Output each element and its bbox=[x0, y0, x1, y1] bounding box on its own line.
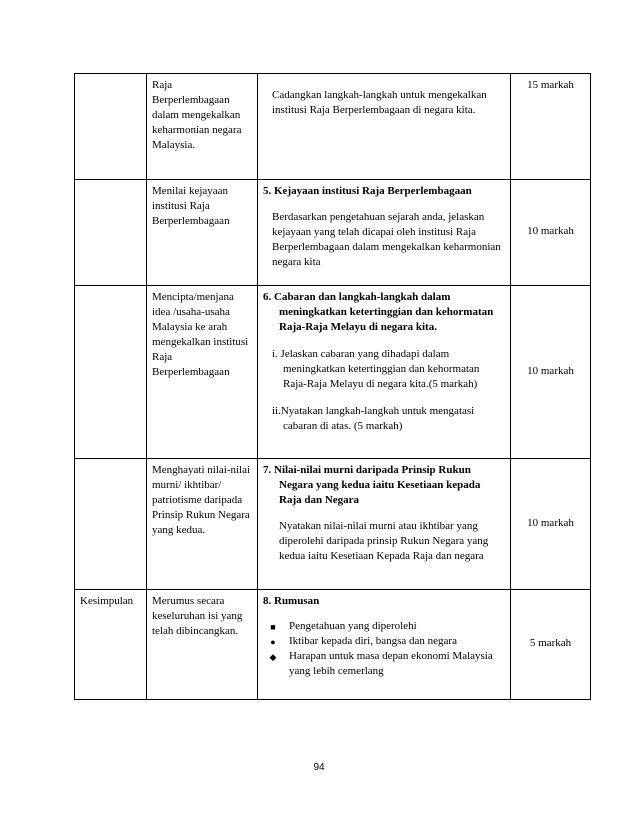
question-title: 5. Kejayaan institusi Raja Berperlembagaan bbox=[263, 185, 472, 197]
question-cell bbox=[258, 459, 511, 590]
question-title: 8. Rumusan bbox=[263, 595, 320, 607]
section-cell bbox=[75, 180, 147, 286]
page-number: 94 bbox=[313, 762, 325, 773]
table-row bbox=[75, 180, 591, 286]
list-item: ◆ Harapan untuk masa depan ekonomi Malaysia yang lebih cemerlang bbox=[263, 649, 505, 679]
marks-cell: 10 markah bbox=[511, 286, 591, 459]
list-item: ■ Pengetahuan yang diperolehi bbox=[263, 619, 505, 634]
bullet-icon: ■ bbox=[270, 622, 276, 632]
table-row bbox=[75, 459, 591, 590]
sub-question-i: i. Jelaskan cabaran yang dihadapi dalam meningkatkan ketertinggian dan kehormatan Raja-Raja Melayu di negara kita.(5 markah) bbox=[272, 348, 480, 390]
question-cell bbox=[258, 286, 511, 459]
summary-bullet-list bbox=[263, 619, 505, 679]
marks-cell: 5 markah bbox=[511, 590, 591, 700]
question-body: Berdasarkan pengetahuan sejarah anda, jelaskan kejayaan yang telah dicapai oleh institusi Raja Berperlembagaan dalam mengekalkan keharmonian negara kita bbox=[272, 211, 501, 268]
question-title: 6. Cabaran dan langkah-langkah dalam meningkatkan ketertinggian dan kehormatan Raja-Raja Melayu di negara kita. bbox=[263, 291, 494, 333]
table-row bbox=[75, 286, 591, 459]
list-item: ● Iktibar kepada diri, bangsa dan negara bbox=[263, 634, 505, 649]
bullet-icon: ● bbox=[270, 637, 276, 647]
bullet-icon: ◆ bbox=[269, 652, 277, 662]
marks-cell: 10 markah bbox=[511, 180, 591, 286]
marks-cell: 10 markah bbox=[511, 459, 591, 590]
table-row bbox=[75, 590, 591, 700]
objective-cell: Mencipta/menjana idea /usaha-usaha Malaysia ke arah mengekalkan institusi Raja Berperlembagaan bbox=[147, 286, 258, 459]
marks-cell: 15 markah bbox=[511, 74, 591, 180]
objective-cell: Menghayati nilai-nilai murni/ ikhtibar/ patriotisme daripada Prinsip Rukun Negara yang kedua. bbox=[147, 459, 258, 590]
question-body: Cadangkan langkah-langkah untuk mengekalkan institusi Raja Berperlembagaan di negara kita. bbox=[272, 89, 487, 116]
question-cell bbox=[258, 590, 511, 700]
question-body: Nyatakan nilai-nilai murni atau ikhtibar yang diperolehi daripada prinsip Rukun Negara yang kedua iaitu Kesetiaan Kepada Raja dan negara bbox=[279, 520, 489, 562]
section-cell bbox=[75, 286, 147, 459]
objective-cell: Menilai kejayaan institusi Raja Berperlembagaan bbox=[147, 180, 258, 286]
question-title: 7. Nilai-nilai murni daripada Prinsip Rukun Negara yang kedua iaitu Kesetiaan kepada Raja dan Negara bbox=[263, 464, 481, 506]
section-cell: Kesimpulan bbox=[75, 590, 147, 700]
sub-question-ii: ii.Nyatakan langkah-langkah untuk mengatasi cabaran di atas. (5 markah) bbox=[272, 405, 475, 432]
table-row bbox=[75, 74, 591, 180]
section-cell bbox=[75, 74, 147, 180]
question-cell bbox=[258, 180, 511, 286]
section-cell bbox=[75, 459, 147, 590]
objective-cell: Merumus secara keseluruhan isi yang telah dibincangkan. bbox=[147, 590, 258, 700]
objective-cell: Raja Berperlembagaan dalam mengekalkan keharmonian negara Malaysia. bbox=[147, 74, 258, 180]
rubric-table bbox=[74, 73, 591, 700]
question-cell bbox=[258, 74, 511, 180]
